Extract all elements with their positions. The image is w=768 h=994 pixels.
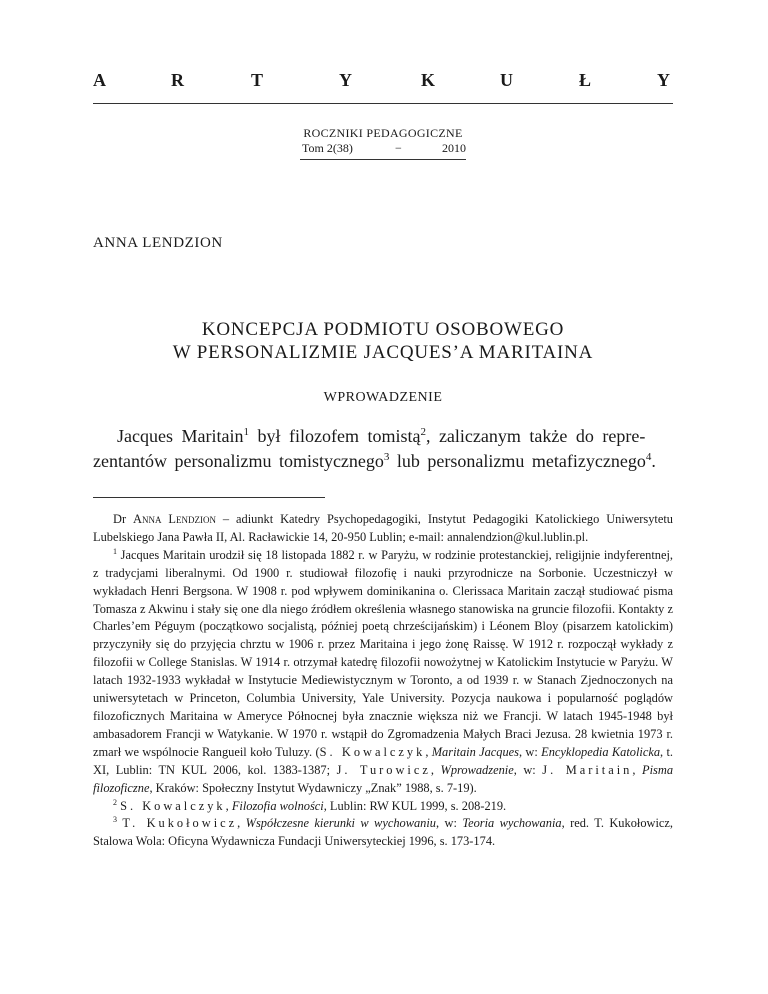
ref-title: Współczesne kierunki w wychowaniu — [245, 816, 437, 831]
note-text: , — [237, 816, 246, 831]
ref-author: J. Turowicz — [336, 762, 431, 777]
note-text: , Lublin: RW KUL 1999, s. 208-219. — [323, 798, 507, 813]
section-header-letter: R — [171, 70, 184, 90]
journal-name: ROCZNIKI PEDAGOGICZNE — [303, 126, 463, 140]
footnote-2 — [93, 798, 673, 816]
note-text: , w: — [513, 762, 543, 777]
section-header-letter: Y — [339, 70, 352, 90]
footnote-number: 3 — [113, 815, 117, 825]
ref-work: Encyklopedia Katolicka — [541, 744, 661, 759]
note-text: Jacques Maritain urodził się 18 listopada 1882 r. w Paryżu, w rodzinie protestanckiej, religijnie indyferentnej, z tradycjami liberalnymi. Od 1900 r. studiował filozofię i nauki przyrodnicze na Sorbonie. Uczestniczył w wykładach Henri Bergsona. W 1908 r. pod wpływem dominikanina o. Clerissaca Maritain zaczął studiować pisma Tomasza z Akwinu i stały się one dla niego źródłem określenia własnego stanowiska na gruncie filozofii. Kontakty z Charles’em Péguym (początkowo socjalistą, później poetą chrześcijańskim) i Léonem Bloy (pisarzem katolickim) przyczyniły się do przyjęcia chrztu w 1906 r. przez Maritaina i jego żonę Raissę. W 1912 r. rozpoczął wykłady z filozofii w College Stanislas. W 1914 r. otrzymał katedrę filozofii nowożytnej w Katolickim Instytucie w Paryżu. W latach 1932-1933 wykładał w Instytucie Mediewistycznym w Toronto, a od 1939 r. w Stanach Zjednoczonych na uniwersytetach w Princeton, Columbia University, Yale University. Pozycja naukowa i popularność poglądów filozoficznych Maritaina w Ameryce Północnej była znacznie większa niż we Francji. W latach 1945-1948 był ambasadorem Francji w Watykanie. W 1970 r. wstąpił do Zgromadzenia Małych Braci Jezusa. 28 kwietnia 1973 r. zmarł we wspólnocie Rangueil koło Tuluzy. ( — [93, 547, 673, 759]
ref-work: Teoria wychowania — [462, 816, 562, 831]
section-header-artykuly — [93, 70, 673, 100]
note-text: , red. T. Kukołowicz, Stalowa Wola: Oficyna Wydawnicza Fundacji Uniwersyteckiej 1996, s. 173-174. — [93, 816, 674, 849]
footnote-number: 2 — [113, 797, 117, 807]
section-header-letter: U — [500, 70, 513, 90]
note-text: – adiunkt Katedry Psychopedagogiki, Instytut Pedagogiki Katolickiego Uniwersytetu Lubelskiego Jana Pawła II, Al. Racławickie 14, 20-950 Lublin; e-mail: annalendzion@kul.lublin.pl. — [93, 512, 673, 544]
note-text: , Kraków: Społeczny Instytut Wydawniczy „Znak” 1988, s. 7-19). — [149, 780, 477, 795]
intro-line — [93, 449, 673, 474]
note-text: , w: — [436, 816, 463, 831]
journal-issue-row — [300, 141, 466, 156]
section-header-letter: Ł — [579, 70, 592, 90]
intro-paragraph — [93, 424, 673, 474]
intro-text: Jacques Maritain — [117, 426, 244, 446]
section-header-letter: K — [421, 70, 436, 90]
footnote-ref[interactable]: 4 — [645, 451, 652, 463]
footnote-number: 1 — [113, 546, 117, 556]
note-text: Dr — [113, 512, 134, 526]
footnote-ref[interactable]: 1 — [243, 426, 249, 438]
ref-work: Pisma filozoficzne — [93, 762, 674, 795]
ref-title: Maritain Jacques — [431, 744, 520, 759]
footnote-ref[interactable]: 2 — [420, 426, 426, 438]
intro-text: . — [651, 451, 656, 471]
journal-divider — [300, 159, 466, 160]
intro-text: lub personalizmu metafizycznego — [389, 451, 646, 471]
footnote-divider — [93, 497, 325, 498]
note-text: , — [632, 762, 643, 777]
note-text: , t. XI, Lublin: TN KUL 2006, kol. 1383-1387; — [93, 744, 673, 777]
note-author-name: Anna Lendzion — [133, 512, 216, 526]
intro-line — [93, 424, 673, 449]
ref-title: Filozofia wolności — [231, 798, 324, 813]
article-title — [93, 318, 673, 364]
journal-year: 2010 — [442, 141, 466, 155]
article-title-line: W PERSONALIZMIE JACQUES’A MARITAINA — [172, 342, 594, 363]
journal-info — [300, 126, 466, 156]
intro-text: , zaliczanym także do repre- — [425, 426, 646, 446]
footnote-ref[interactable]: 3 — [383, 451, 390, 463]
intro-text: był filozofem tomistą — [248, 426, 421, 446]
ref-title: Wprowadzenie — [440, 762, 514, 777]
section-header-letter: T — [251, 70, 264, 90]
header-divider — [93, 103, 673, 104]
footnote-1 — [93, 547, 673, 798]
section-header-letter: A — [93, 70, 106, 90]
ref-author: S. Kowalczyk — [319, 744, 426, 759]
ref-author: T. Kukołowicz — [122, 816, 238, 831]
note-text: , — [425, 744, 432, 759]
article-title-line: KONCEPCJA PODMIOTU OSOBOWEGO — [201, 319, 565, 340]
journal-dash: − — [395, 141, 402, 155]
journal-volume: Tom 2(38) — [302, 141, 353, 155]
note-text: , — [225, 798, 232, 813]
section-heading: WPROWADZENIE — [323, 390, 443, 405]
article-author: ANNA LENDZION — [93, 235, 223, 251]
note-text: , — [430, 762, 441, 777]
author-affiliation-note — [93, 511, 673, 547]
ref-author: J. Maritain — [542, 762, 633, 777]
section-header-letter: Y — [657, 70, 670, 90]
note-text: , w: — [519, 744, 542, 759]
footnotes — [93, 511, 673, 851]
intro-text: zentantów personalizmu tomistycznego — [93, 451, 384, 471]
ref-author: S. Kowalczyk — [120, 798, 226, 813]
footnote-3 — [93, 815, 673, 851]
